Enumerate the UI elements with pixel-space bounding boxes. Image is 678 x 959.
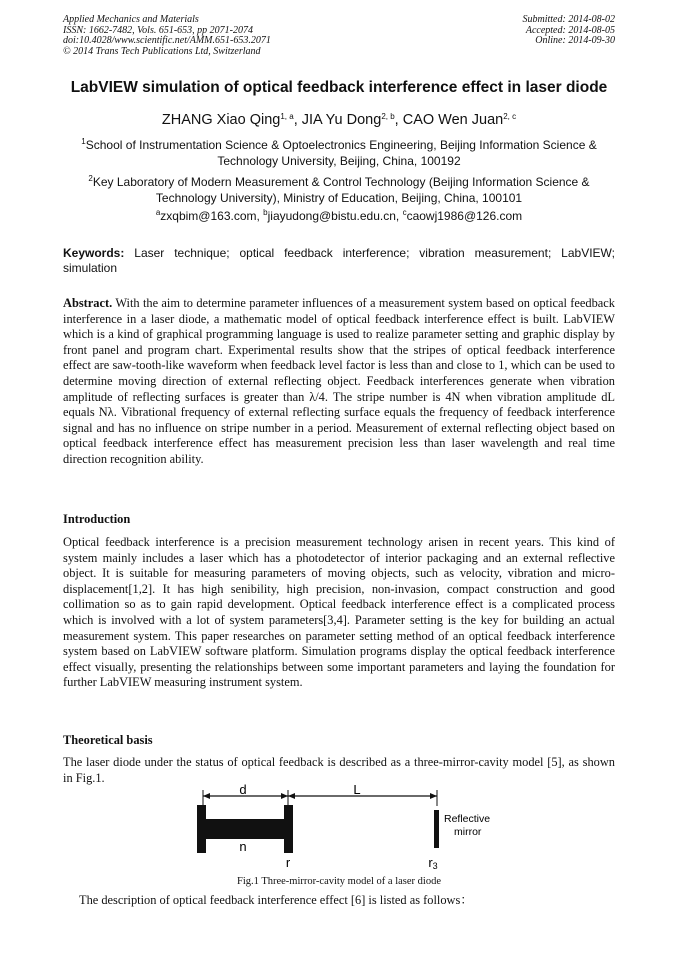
email-link[interactable]: jiayudong@bistu.edu.cn	[267, 209, 396, 223]
author-sup: 2, b	[381, 112, 395, 121]
reflective-mirror	[434, 810, 439, 848]
theory-heading: Theoretical basis	[63, 733, 153, 747]
figure-caption: Fig.1 Three-mirror-cavity model of a laser diode	[237, 876, 441, 887]
label-d: d	[239, 782, 247, 797]
affiliation-1: $^1$School of Instrumentation Science & Optoelectronics Engineering, Beijing Information Science & Technology University, Beijing, China, 100192	[81, 137, 597, 168]
affiliation-2: $^2$Key Laboratory of Modern Measurement & Control Technology (Beijing Information Science & Technology University), Ministry of Education, Beijing, China, 100101	[88, 174, 590, 205]
keywords-text: Laser technique; optical feedback interference; vibration measurement; LabVIEW; simulation	[63, 246, 615, 275]
laser-cavity	[206, 819, 284, 839]
online-date: Online: 2014-09-30	[535, 35, 615, 47]
copyright-line: © 2014 Trans Tech Publications Ltd, Switzerland	[63, 45, 261, 57]
author-emails: $^a$zxqbim@163.com, $^b$jiayudong@bistu.edu.cn, $^c$caowj1986@126.com	[155, 208, 523, 223]
author-list: ZHANG Xiao Qing$^{1, a}$, JIA Yu Dong$^{2, b}$, CAO Wen Juan$^{2, c}$	[161, 112, 517, 128]
doi-line: doi:10.4028/www.scientific.net/AMM.651-653.2071	[63, 35, 271, 47]
label-n: n	[239, 839, 247, 854]
email-link[interactable]: caowj1986@126.com	[406, 209, 523, 223]
keywords-label: Keywords:	[63, 246, 125, 260]
author-sup: 1, a	[280, 112, 294, 121]
left-facet	[197, 805, 206, 853]
accepted-date: Accepted: 2014-08-05	[525, 24, 615, 36]
L-arrow-left	[288, 793, 295, 799]
introduction-text: Optical feedback interference is a precision measurement technology arisen in recent years. This kind of system mainly includes a laser which has a photodetector of interior packaging and an external reflective object. It is suitable for measuring parameters of moving objects, such as velocity, vibration and micro-displacement[1,2]. It has high senibility, high precision, non-invasion, compact construction and good collimation so as to gain rapid development. Optical feedback interference effect is a complicated process which is involved with a lot of system parameters[3,4]. Parameter setting is the key for building an actual measurement system. This paper researches on parameter setting method of an optical feedback interference system based on LabVIEW software platform. Simulation programs display the optical feedback interference effect visually, presenting the relationships between some important parameters and laying the foundation for further LabVIEW measuring instrument system.	[63, 535, 615, 690]
journal-name: Applied Mechanics and Materials	[63, 14, 199, 25]
label-L: L	[353, 782, 361, 797]
submitted-date: Submitted: 2014-08-02	[522, 14, 615, 25]
author-sup: 2, c	[503, 112, 517, 121]
label-r3: r3	[428, 855, 438, 871]
author-name: CAO Wen Juan	[402, 112, 504, 128]
label-r: r	[285, 855, 291, 870]
theory-text: The laser diode under the status of optical feedback is described as a three-mirror-cavity model [5], as shown in Fig.1.	[63, 755, 615, 785]
d-arrow-left	[203, 793, 210, 799]
paper-title: LabVIEW simulation of optical feedback interference effect in laser diode	[70, 79, 608, 96]
L-arrow-right	[430, 793, 437, 799]
introduction-heading: Introduction	[63, 512, 131, 526]
d-arrow-right	[281, 793, 288, 799]
abstract-text: With the aim to determine parameter influences of a measurement system based on optical feedback interference in a laser diode, a mathematic model of optical feedback interference effect is built. LabVIEW which is a kind of graphical programming language is used to realize parameter setting and graphic display by front panel and program chart. Experimental results show that the stripes of optical feedback interference effect are saw-tooth-like waveform when feedback level factor is less than and close to 1, which can be used to determine moving direction of external reflecting object. Feedback interferences generate when vibration amplitude of reflecting surfaces is greater than λ/4. The stripe number is 4N when vibration amplitude dL equals Nλ. Vibrational frequency of external reflecting surface equals the frequency of feedback interference signal and has no influence on stripe number in a period. Measurement of external reflecting object based on optical feedback interference effect has measurement precision less than laser wavelength and real time direction recognition ability.	[63, 296, 616, 466]
keywords	[63, 246, 615, 276]
right-facet-r	[284, 805, 293, 853]
author-name: ZHANG Xiao Qing	[161, 112, 281, 128]
mirror-label-line1: Reflective	[444, 813, 491, 825]
submission-dates	[523, 15, 616, 47]
three-mirror-cavity-diagram	[185, 778, 491, 871]
abstract-label: Abstract.	[63, 296, 113, 310]
mirror-label-line2: mirror	[454, 826, 482, 838]
abstract	[63, 296, 615, 468]
closing-sentence: The description of optical feedback interference effect [6] is listed as follows：	[79, 893, 473, 907]
author-name: JIA Yu Dong	[301, 112, 382, 128]
issn-line: ISSN: 1662-7482, Vols. 651-653, pp 2071-2074	[63, 24, 253, 36]
journal-info	[63, 15, 271, 57]
email-link[interactable]: zxqbim@163.com	[160, 209, 257, 223]
